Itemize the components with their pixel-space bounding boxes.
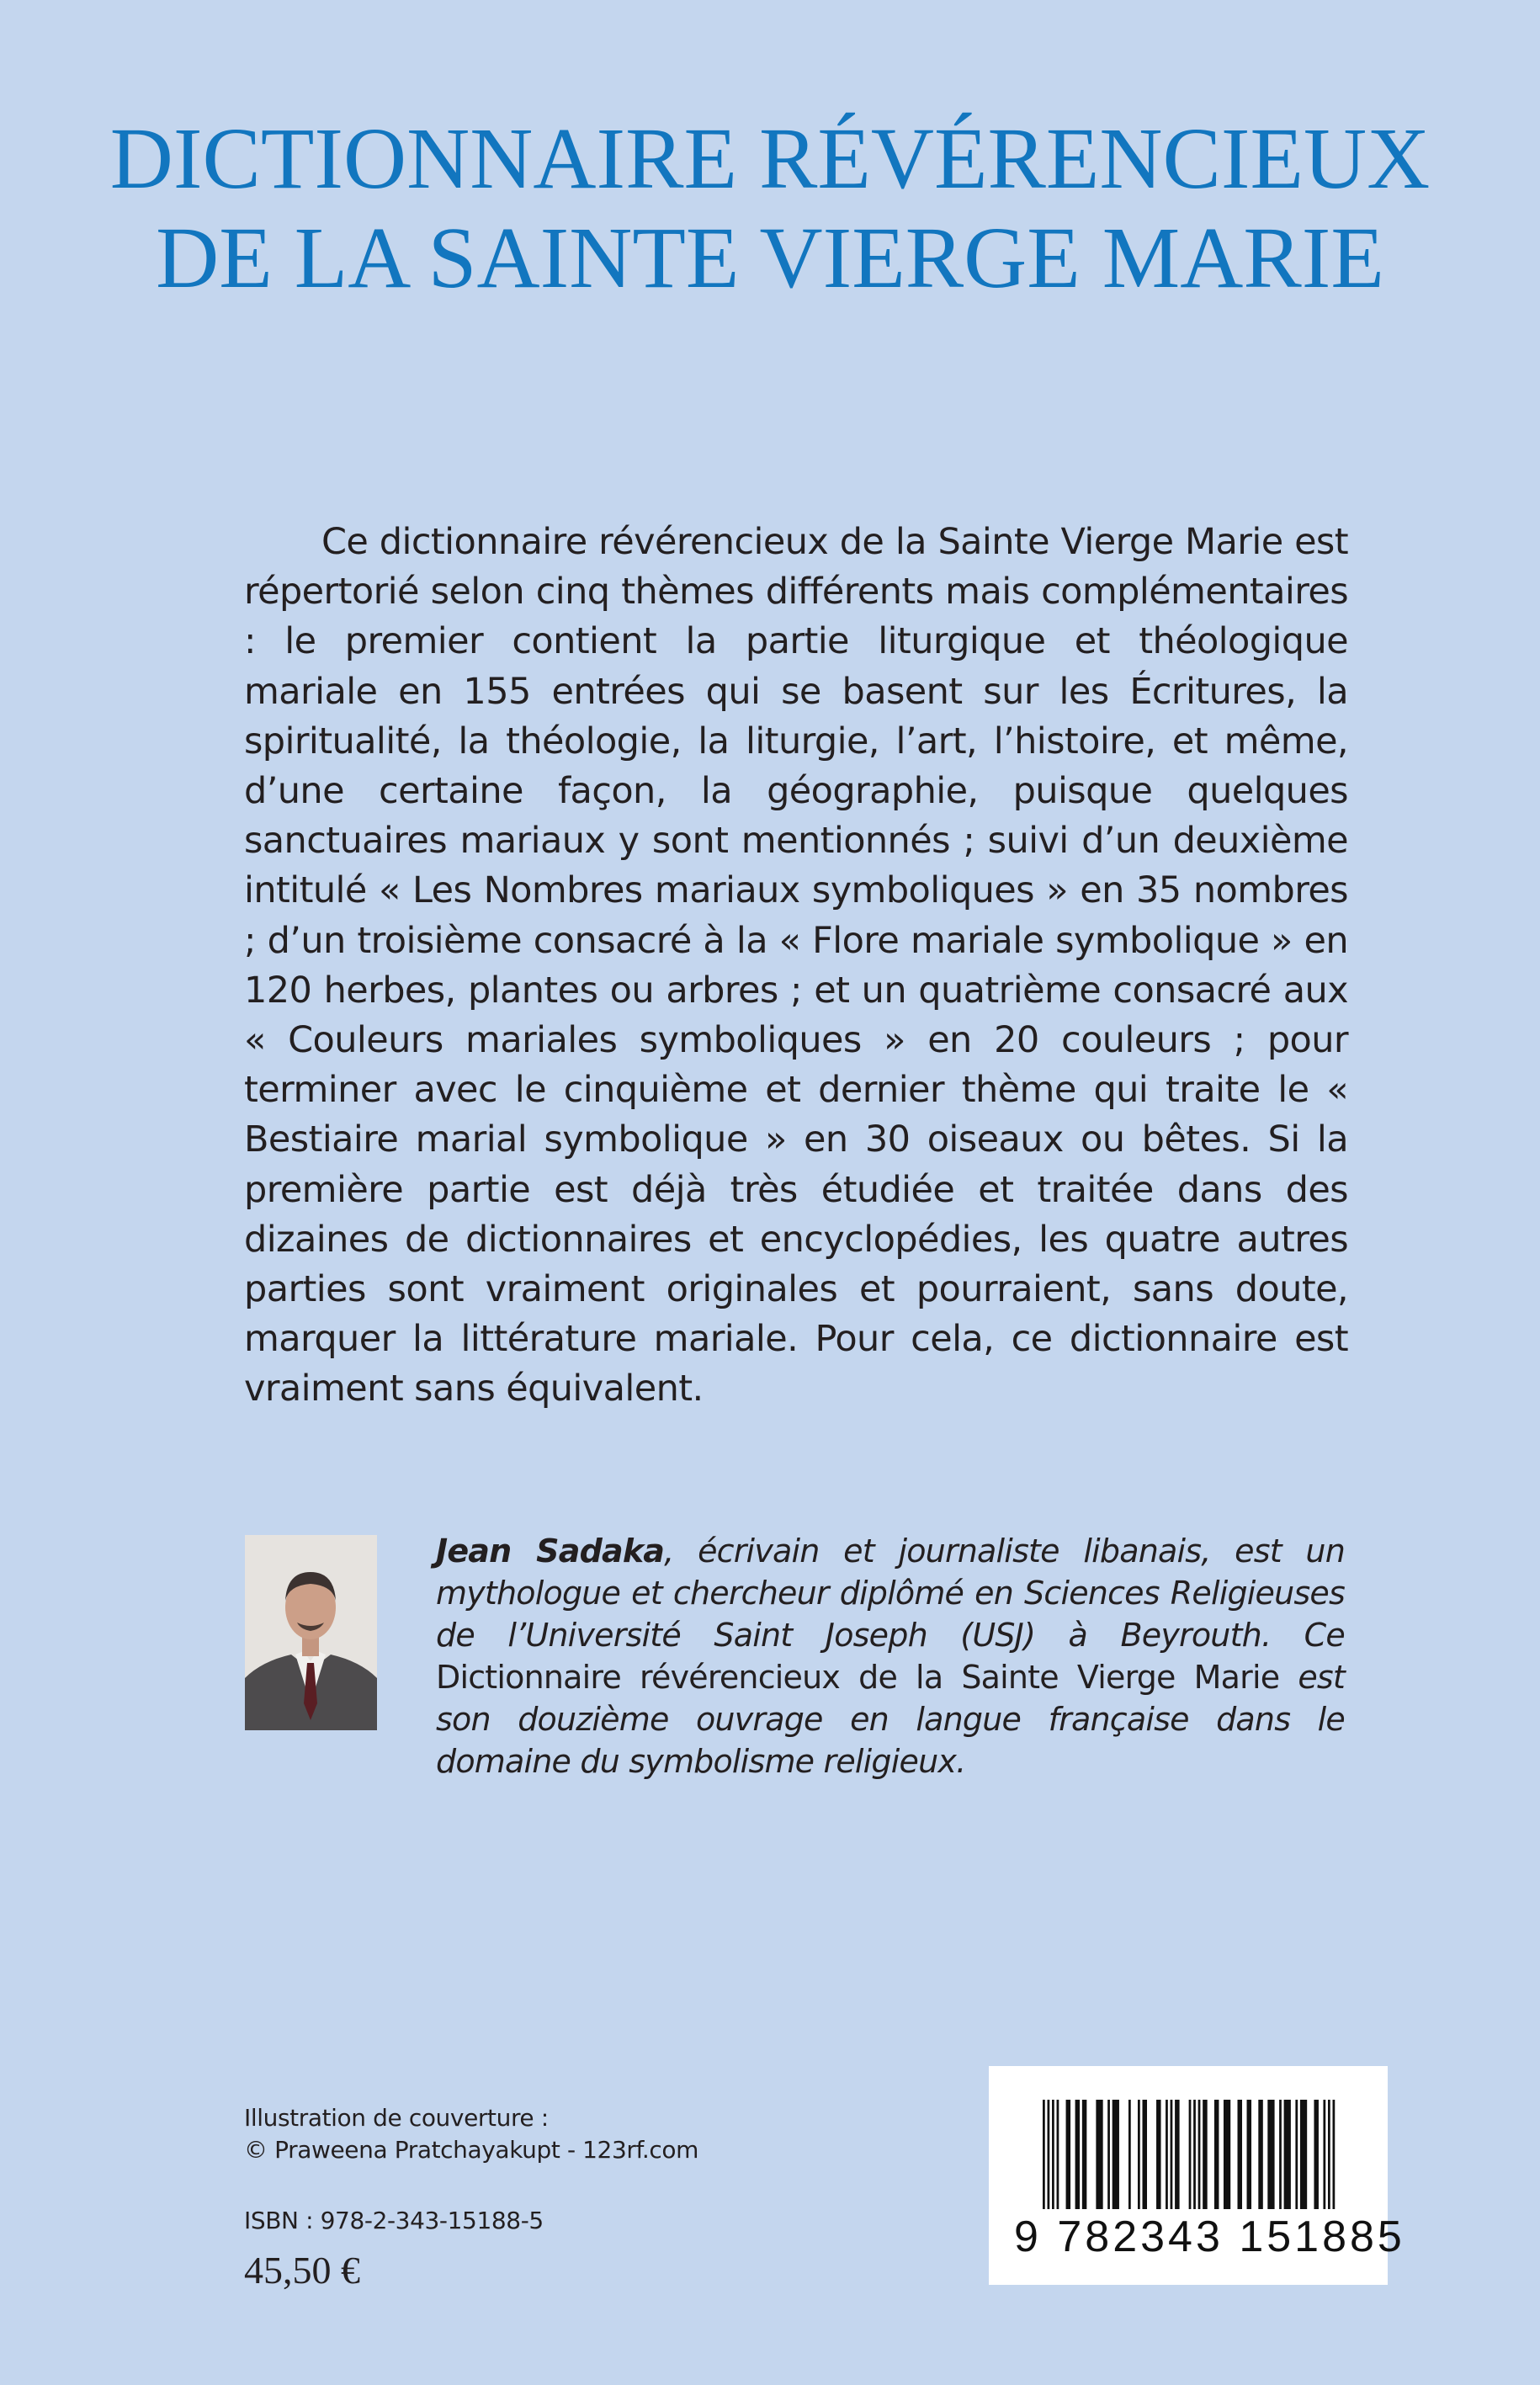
barcode-bar: [1328, 2100, 1330, 2209]
barcode-bar: [1143, 2100, 1148, 2209]
back-cover-blurb: Ce dictionnaire révérencieux de la Sainte Vierge Marie est répertorié selon cinq thèmes différents mais complémentaires : le premier contient la partie liturgique et théologique mariale en 155 entrées qui se basent sur les Écritures, la spiritualité, la théologie, la liturgie, l’art, l’histoire, et même, d’une certaine façon, la géographie, puisque quelques sanctuaires mariaux y sont mentionnés ; suivi d’un deuxième intitulé « Les Nombres mariaux symboliques » en 35 nombres ; d’un troisième consacré à la « Flore mariale symbolique » en 120 herbes, plantes ou arbres ; et un quatrième consacré aux « Couleurs mariales symboliques » en 20 couleurs ; pour terminer avec le cinquième et dernier thème qui traite le « Bestiaire marial symbolique » en 30 oiseaux ou bêtes. Si la première partie est déjà très étudiée et traitée dans des dizaines de dictionnaires et encyclopédies, les quatre autres parties sont vraiment originales et pourraient, sans doute, marquer la littérature mariale. Pour cela, ce dictionnaire est vraiment sans équivalent.: [244, 521, 1348, 1410]
barcode-bar: [1156, 2100, 1161, 2209]
barcode-bar: [1048, 2100, 1050, 2209]
barcode-bar: [1107, 2100, 1110, 2209]
book-title-line-1: DICTIONNAIRE RÉVÉRENCIEUX: [109, 110, 1431, 207]
barcode-bar: [1323, 2100, 1325, 2209]
barcode-bar: [1198, 2100, 1201, 2209]
author-bio-book-title: Dictionnaire révérencieux de la Sainte Vierge Marie: [436, 1659, 1280, 1696]
author-bio-text-1: , écrivain et journaliste libanais, est un mythologue et chercheur diplômé en Sciences Religieuses de l’Université Saint Joseph (USJ) à Beyrouth. Ce: [436, 1532, 1345, 1654]
barcode-bar: [1214, 2100, 1219, 2209]
book-title-line-2: DE LA SAINTE VIERGE MARIE: [156, 210, 1384, 306]
price: 45,50 €: [244, 2249, 360, 2292]
barcode-bar: [1166, 2100, 1168, 2209]
barcode-bar: [1258, 2100, 1263, 2209]
barcode-bar: [1279, 2100, 1282, 2209]
barcode-bar: [1224, 2100, 1230, 2209]
barcode-bar: [1066, 2100, 1071, 2209]
barcode-bar: [1082, 2100, 1087, 2209]
barcode-bar: [1075, 2100, 1081, 2209]
barcode-bar: [1138, 2100, 1140, 2209]
barcode-bar: [1314, 2100, 1319, 2209]
illustration-credit-value: © Praweena Pratchayakupt - 123rf.com: [244, 2136, 699, 2164]
illustration-credit-label: Illustration de couverture :: [244, 2104, 549, 2132]
barcode-bar: [1193, 2100, 1196, 2209]
barcode-bar: [1057, 2100, 1059, 2209]
barcode-bar: [1096, 2100, 1102, 2209]
barcode-bar: [1247, 2100, 1252, 2209]
barcode-bar: [1300, 2100, 1307, 2209]
barcode-digits: 9 782343 151885: [1014, 2212, 1405, 2261]
barcode-bar: [1043, 2100, 1045, 2209]
barcode-bar: [1113, 2100, 1119, 2209]
barcode-bar: [1284, 2100, 1291, 2209]
barcode-bar: [1052, 2100, 1054, 2209]
barcode-bar: [1175, 2100, 1180, 2209]
illustration-credit: [244, 2102, 698, 2166]
barcode-bars: [1039, 2100, 1342, 2218]
book-title: [0, 109, 1540, 308]
barcode: [989, 2066, 1405, 2285]
barcode-bar: [1128, 2100, 1131, 2209]
barcode-bar: [1189, 2100, 1192, 2209]
author-name: Jean Sadaka: [436, 1532, 665, 1570]
author-photo: [245, 1535, 377, 1730]
barcode-bar: [1295, 2100, 1298, 2209]
barcode-bar: [1203, 2100, 1208, 2209]
barcode-bar: [1332, 2100, 1335, 2209]
author-bio: [436, 1530, 1345, 1782]
isbn: ISBN : 978-2-343-15188-5: [244, 2207, 544, 2234]
barcode-bar: [1238, 2100, 1243, 2209]
author-bio-text-2: est son douzième ouvrage en langue française dans le domaine du symbolisme religieux.: [436, 1659, 1345, 1780]
barcode-bar: [1267, 2100, 1274, 2209]
barcode-bar: [1171, 2100, 1173, 2209]
